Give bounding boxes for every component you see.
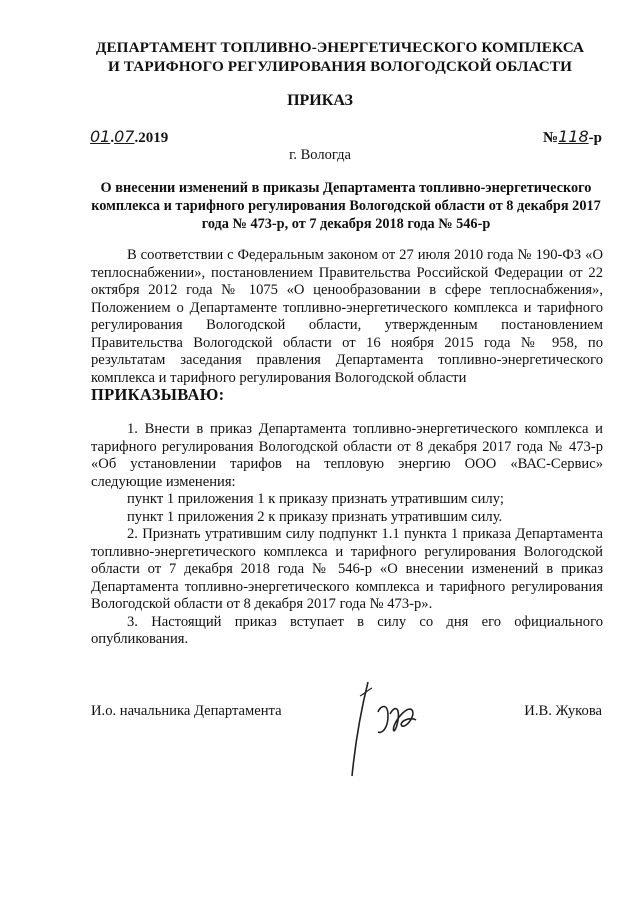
item-1-sub-1: пункт 1 приложения 1 к приказу признать утратившим силу;	[127, 491, 504, 507]
order-number	[543, 127, 602, 147]
order-word: ПРИКАЗЫВАЮ:	[91, 385, 225, 404]
handwritten-signature	[338, 676, 448, 786]
department-header	[60, 38, 620, 76]
number-handwritten: 118	[558, 127, 589, 146]
city: г. Вологда	[289, 147, 351, 163]
order-subject: О внесении изменений в приказы Департамента топливно-энергетического комплекса и тарифного регулирования Вологодской области от 8 декабря 2017 года № 473-р, от 7 декабря 2018 года № 546-р	[91, 180, 601, 232]
order-items	[91, 421, 603, 649]
item-3: 3. Настоящий приказ вступает в силу со дня его официального опубликования.	[91, 613, 603, 647]
department-line-1: ДЕПАРТАМЕНТ ТОПЛИВНО-ЭНЕРГЕТИЧЕСКОГО КОМПЛЕКСА	[95, 39, 585, 56]
item-1: 1. Внести в приказ Департамента топливно-энергетического комплекса и тарифного регулирования Вологодской области от 8 декабря 2017 года № 473-р «Об установлении тарифов на тепловую энергию ООО «ВАС-Сервис» следующие изменения:	[91, 421, 603, 490]
signatory-name: И.В. Жукова	[524, 703, 602, 719]
number-suffix: -р	[588, 130, 602, 146]
preamble-paragraph: В соответствии с Федеральным законом от 27 июля 2010 года № 190-ФЗ «О теплоснабжении», постановлением Правительства Российской Федерации от 22 октября 2012 года № 1075 «О ценообразовании в сфере теплоснабжения», Положением о Департаменте топливно-энергетического комплекса и тарифного регулирования Вологодской области, утвержденным постановлением Правительства Вологодской области от 16 ноября 2015 года № 958, по результатам заседания правления Департамента топливно-энергетического комплекса и тарифного регулирования Вологодской области	[91, 247, 603, 386]
document-title: ПРИКАЗ	[287, 92, 353, 109]
date-year: .2019	[134, 130, 169, 146]
item-2: 2. Признать утратившим силу подпункт 1.1 пункта 1 приказа Департамента топливно-энергетического комплекса и тарифного регулирования Вологодской области от 7 декабря 2018 года № 546-р «О внесении изменений в приказ Департамента топливно-энергетического комплекса и тарифного регулирования Вологодской области от 8 декабря 2017 года № 473-р».	[91, 526, 603, 612]
signatory-position: И.о. начальника Департамента	[91, 703, 282, 719]
department-line-2: И ТАРИФНОГО РЕГУЛИРОВАНИЯ ВОЛОГОДСКОЙ ОБЛАСТИ	[107, 58, 573, 75]
number-sign: №	[543, 130, 559, 146]
item-1-sub-2: пункт 1 приложения 2 к приказу признать утратившим силу.	[127, 508, 503, 525]
date-day-handwritten: 01	[90, 127, 111, 146]
date-separator: .	[110, 130, 115, 146]
date-month-handwritten: 07	[114, 127, 135, 146]
order-date	[90, 127, 168, 147]
